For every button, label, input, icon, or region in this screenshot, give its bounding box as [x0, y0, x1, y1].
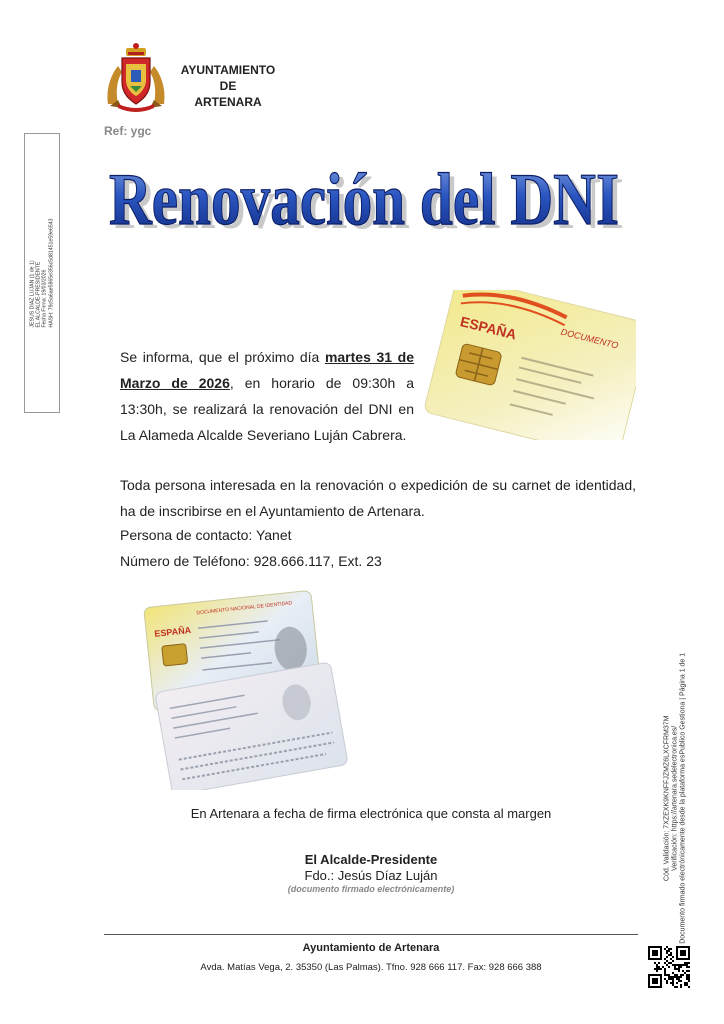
dni-cards-image — [140, 585, 352, 790]
signer-name: Fdo.: Jesús Díaz Luján — [304, 868, 438, 883]
signature-signer: JESUS DIAZ LUJAN (1 de 1) — [29, 260, 36, 328]
verification-url: Verificación: https://artenara.sedelectronica.es/ — [671, 725, 679, 871]
signature-role: EL ALCALDE-PRESIDENTE — [35, 261, 42, 328]
card1-espana: ESPAÑA — [458, 313, 519, 343]
registration-paragraph: Toda persona interesada en la renovación o expedición de su carnet de identidad, ha de inscribirse en el Ayuntamiento de Artenara. — [120, 477, 636, 519]
signature-note: (documento firmado electrónicamente) — [287, 884, 455, 894]
qr-code — [648, 946, 690, 988]
signature-hash: HASH: 79c5a6ae5865e356c5d81451e59e6543 — [48, 218, 55, 328]
contact-person: Persona de contacto: Yanet — [120, 527, 292, 543]
signature-box-text — [30, 218, 55, 327]
announcement-paragraph — [120, 344, 414, 448]
place-and-date: En Artenara a fecha de firma electrónica que consta al margen — [190, 806, 552, 821]
coat-of-arms-logo — [104, 42, 168, 112]
announcement-details: , en horario de 09:30h a 13:30h, se realizará la renovación del DNI en La Alameda Alcalde Severiano Luján Cabrera. — [120, 375, 414, 443]
signer-title: El Alcalde-Presidente — [304, 852, 438, 867]
organization-name-line1: AYUNTAMIENTO DE — [180, 63, 276, 93]
footer-title: Ayuntamiento de Artenara — [302, 942, 440, 954]
announcement-date: martes 31 de Marzo de 2026 — [120, 349, 415, 391]
organization-name — [172, 62, 284, 110]
signature-date: Fecha Firma: 19/03/2026 — [42, 269, 48, 328]
headline-wordart — [106, 160, 626, 250]
footer-divider — [104, 934, 638, 935]
footer-address: Avda. Matías Vega, 2. 35350 (Las Palmas). Tfno. 928 666 117. Fax: 928 666 388 — [200, 962, 542, 973]
verification-text — [664, 648, 689, 948]
announcement-intro: Se informa, que el próximo día — [120, 349, 325, 365]
signing-platform-note: Documento firmado electrónicamente desde la plataforma esPublico Gestiona | Página 1 de 1 — [680, 652, 688, 944]
headline-title: Renovación del DNI — [109, 160, 619, 241]
validation-code: Cód. Validación: 7XZEXK9KNFFJZMZ6LXCFRM37M — [663, 715, 671, 882]
headline-shadow: Renovación del DNI — [114, 163, 624, 245]
card2-espana: ESPAÑA — [153, 625, 192, 639]
dni-card-image — [424, 290, 636, 440]
signature-box — [24, 133, 60, 413]
organization-name-line2: ARTENARA — [194, 95, 262, 109]
card1-documento: DOCUMENTO — [559, 326, 620, 351]
card2-documento-nacional: DOCUMENTO NACIONAL DE IDENTIDAD — [196, 600, 293, 617]
contact-phone: Número de Teléfono: 928.666.117, Ext. 23 — [120, 553, 382, 569]
reference-code: Ref: ygc — [104, 124, 152, 138]
